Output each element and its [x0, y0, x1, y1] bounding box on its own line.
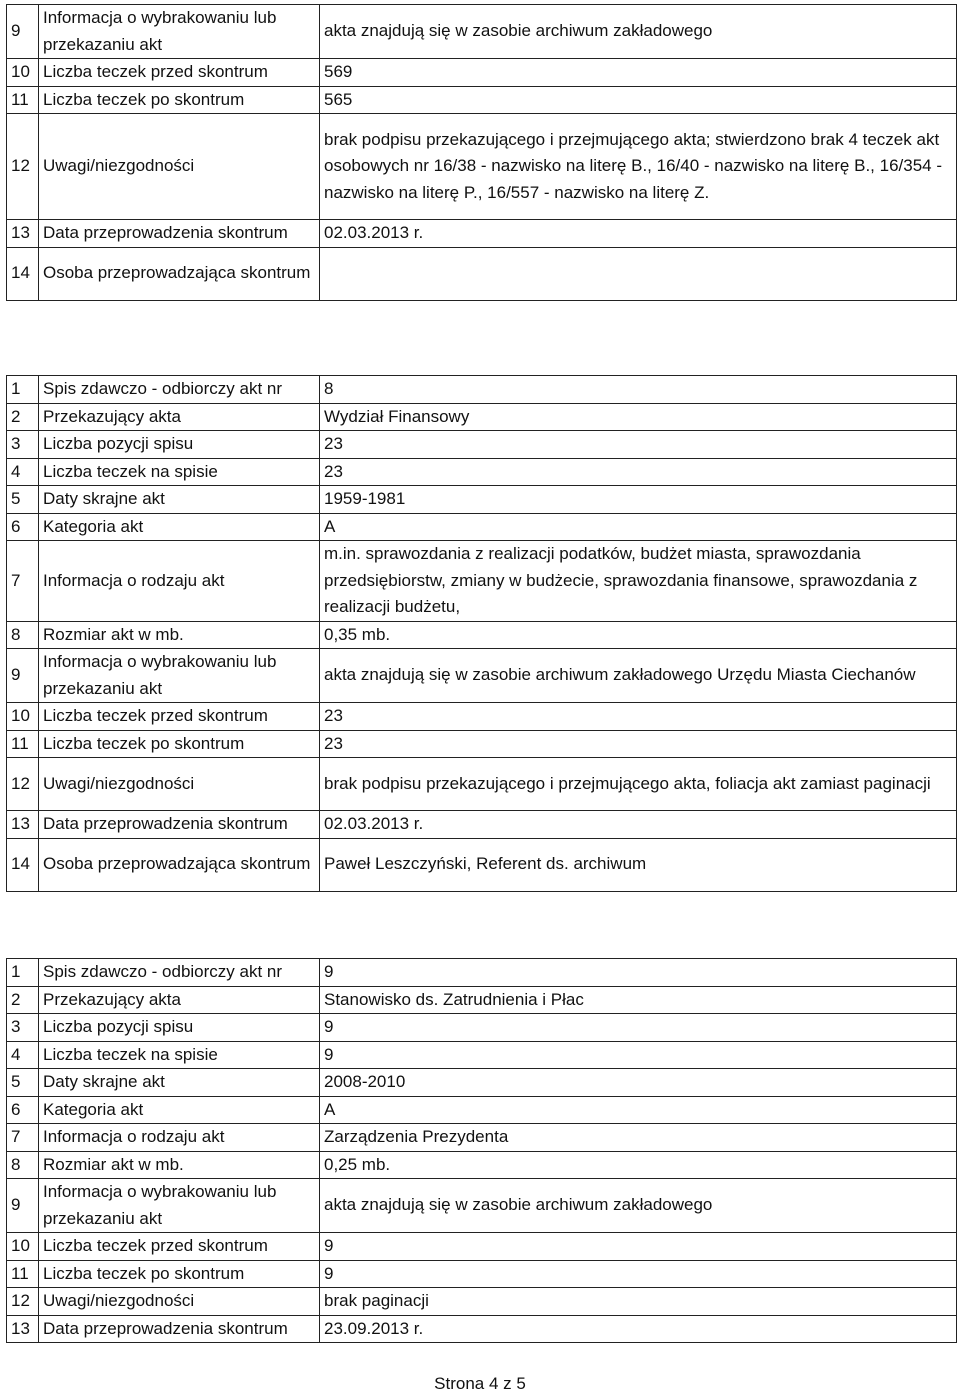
row-label: Liczba teczek po skontrum: [39, 1260, 320, 1288]
table-row: [7, 811, 957, 839]
table-row: [7, 621, 957, 649]
row-number: 12: [7, 758, 39, 811]
row-label: Spis zdawczo - odbiorczy akt nr: [39, 376, 320, 404]
row-label: Informacja o wybrakowaniu lub przekazaniu akt: [39, 5, 320, 59]
row-label: Osoba przeprowadzająca skontrum: [39, 247, 320, 300]
row-label: Liczba teczek przed skontrum: [39, 59, 320, 87]
table-row: [7, 1179, 957, 1233]
row-label: Daty skrajne akt: [39, 1069, 320, 1097]
row-value: 0,35 mb.: [320, 621, 957, 649]
row-label: Informacja o rodzaju akt: [39, 541, 320, 622]
row-number: 8: [7, 1151, 39, 1179]
row-number: 2: [7, 403, 39, 431]
table-row: [7, 431, 957, 459]
table-row: [7, 1041, 957, 1069]
row-value: 9: [320, 1260, 957, 1288]
row-number: 3: [7, 1014, 39, 1042]
row-label: Liczba teczek na spisie: [39, 1041, 320, 1069]
table-row: [7, 220, 957, 248]
table-row: [7, 376, 957, 404]
row-label: Uwagi/niezgodności: [39, 758, 320, 811]
table-row: [7, 59, 957, 87]
row-label: Daty skrajne akt: [39, 486, 320, 514]
table-row: [7, 1096, 957, 1124]
table-row: [7, 838, 957, 891]
row-number: 9: [7, 5, 39, 59]
row-value: akta znajdują się w zasobie archiwum zakładowego Urzędu Miasta Ciechanów: [320, 649, 957, 703]
table-row: [7, 86, 957, 114]
row-value: 8: [320, 376, 957, 404]
table-row: [7, 1014, 957, 1042]
row-value: 02.03.2013 r.: [320, 811, 957, 839]
row-label: Osoba przeprowadzająca skontrum: [39, 838, 320, 891]
table-row: [7, 5, 957, 59]
row-label: Uwagi/niezgodności: [39, 1288, 320, 1316]
row-number: 8: [7, 621, 39, 649]
row-label: Rozmiar akt w mb.: [39, 1151, 320, 1179]
table-row: [7, 1315, 957, 1343]
row-label: Przekazujący akta: [39, 986, 320, 1014]
row-number: 9: [7, 649, 39, 703]
row-number: 6: [7, 513, 39, 541]
table-row: [7, 1260, 957, 1288]
row-number: 12: [7, 114, 39, 220]
row-value: brak podpisu przekazującego i przejmującego akta; stwierdzono brak 4 teczek akt osobowych nr 16/38 - nazwisko na literę B., 16/40 - nazwisko na literę B., 16/354 - nazwisko na literę P., 16/557 - nazwisko na literę Z.: [320, 114, 957, 220]
row-value: 23: [320, 431, 957, 459]
row-label: Data przeprowadzenia skontrum: [39, 220, 320, 248]
row-number: 7: [7, 1124, 39, 1152]
row-number: 6: [7, 1096, 39, 1124]
row-number: 13: [7, 811, 39, 839]
row-number: 14: [7, 838, 39, 891]
table-row: [7, 730, 957, 758]
table-row: [7, 649, 957, 703]
table-row: [7, 247, 957, 300]
row-number: 11: [7, 86, 39, 114]
row-value: 02.03.2013 r.: [320, 220, 957, 248]
row-value: [320, 247, 957, 300]
row-value: akta znajdują się w zasobie archiwum zakładowego: [320, 1179, 957, 1233]
row-value: 9: [320, 1014, 957, 1042]
row-number: 12: [7, 1288, 39, 1316]
row-value: 9: [320, 1233, 957, 1261]
row-value: 565: [320, 86, 957, 114]
row-number: 2: [7, 986, 39, 1014]
row-label: Informacja o wybrakowaniu lub przekazaniu akt: [39, 649, 320, 703]
table-row: [7, 513, 957, 541]
record-table-9: [6, 958, 957, 1343]
row-number: 11: [7, 1260, 39, 1288]
row-value: 9: [320, 1041, 957, 1069]
row-value: 23.09.2013 r.: [320, 1315, 957, 1343]
row-value: m.in. sprawozdania z realizacji podatków, budżet miasta, sprawozdania przedsiębiorstw, zmiany w budżecie, sprawozdania finansowe, sprawozdania z realizacji budżetu,: [320, 541, 957, 622]
record-table-8: [6, 375, 957, 892]
row-label: Uwagi/niezgodności: [39, 114, 320, 220]
row-number: 10: [7, 703, 39, 731]
row-number: 5: [7, 1069, 39, 1097]
row-number: 4: [7, 1041, 39, 1069]
row-value: Stanowisko ds. Zatrudnienia i Płac: [320, 986, 957, 1014]
row-label: Kategoria akt: [39, 1096, 320, 1124]
row-value: brak podpisu przekazującego i przejmującego akta, foliacja akt zamiast paginacji: [320, 758, 957, 811]
row-label: Rozmiar akt w mb.: [39, 621, 320, 649]
row-label: Liczba pozycji spisu: [39, 1014, 320, 1042]
row-label: Liczba pozycji spisu: [39, 431, 320, 459]
row-number: 5: [7, 486, 39, 514]
row-label: Informacja o rodzaju akt: [39, 1124, 320, 1152]
table-row: [7, 114, 957, 220]
row-label: Liczba teczek przed skontrum: [39, 703, 320, 731]
row-number: 1: [7, 376, 39, 404]
table-row: [7, 1069, 957, 1097]
row-label: Liczba teczek po skontrum: [39, 86, 320, 114]
table-row: [7, 986, 957, 1014]
table-row: [7, 541, 957, 622]
row-value: 23: [320, 458, 957, 486]
row-label: Liczba teczek na spisie: [39, 458, 320, 486]
row-number: 10: [7, 59, 39, 87]
row-label: Liczba teczek przed skontrum: [39, 1233, 320, 1261]
table-row: [7, 1151, 957, 1179]
row-label: Data przeprowadzenia skontrum: [39, 1315, 320, 1343]
row-value: 1959-1981: [320, 486, 957, 514]
row-number: 13: [7, 220, 39, 248]
row-number: 9: [7, 1179, 39, 1233]
row-label: Spis zdawczo - odbiorczy akt nr: [39, 959, 320, 987]
row-number: 10: [7, 1233, 39, 1261]
row-label: Informacja o wybrakowaniu lub przekazaniu akt: [39, 1179, 320, 1233]
row-value: Zarządzenia Prezydenta: [320, 1124, 957, 1152]
table-row: [7, 1233, 957, 1261]
row-label: Kategoria akt: [39, 513, 320, 541]
row-value: Paweł Leszczyński, Referent ds. archiwum: [320, 838, 957, 891]
row-number: 13: [7, 1315, 39, 1343]
row-label: Przekazujący akta: [39, 403, 320, 431]
row-number: 4: [7, 458, 39, 486]
table-row: [7, 959, 957, 987]
row-number: 7: [7, 541, 39, 622]
row-value: 9: [320, 959, 957, 987]
table-row: [7, 703, 957, 731]
row-label: Data przeprowadzenia skontrum: [39, 811, 320, 839]
table-row: [7, 1288, 957, 1316]
row-number: 11: [7, 730, 39, 758]
row-value: brak paginacji: [320, 1288, 957, 1316]
row-number: 14: [7, 247, 39, 300]
row-value: A: [320, 513, 957, 541]
row-value: Wydział Finansowy: [320, 403, 957, 431]
row-number: 3: [7, 431, 39, 459]
table-row: [7, 486, 957, 514]
table-row: [7, 1124, 957, 1152]
row-value: 569: [320, 59, 957, 87]
row-value: 2008-2010: [320, 1069, 957, 1097]
row-value: 0,25 mb.: [320, 1151, 957, 1179]
page-number: Strona 4 z 5: [434, 1374, 526, 1393]
row-value: akta znajdują się w zasobie archiwum zakładowego: [320, 5, 957, 59]
table-row: [7, 758, 957, 811]
table-row: [7, 403, 957, 431]
row-value: A: [320, 1096, 957, 1124]
row-value: 23: [320, 730, 957, 758]
row-value: 23: [320, 703, 957, 731]
row-number: 1: [7, 959, 39, 987]
record-table-continued: [6, 4, 957, 301]
row-label: Liczba teczek po skontrum: [39, 730, 320, 758]
table-row: [7, 458, 957, 486]
